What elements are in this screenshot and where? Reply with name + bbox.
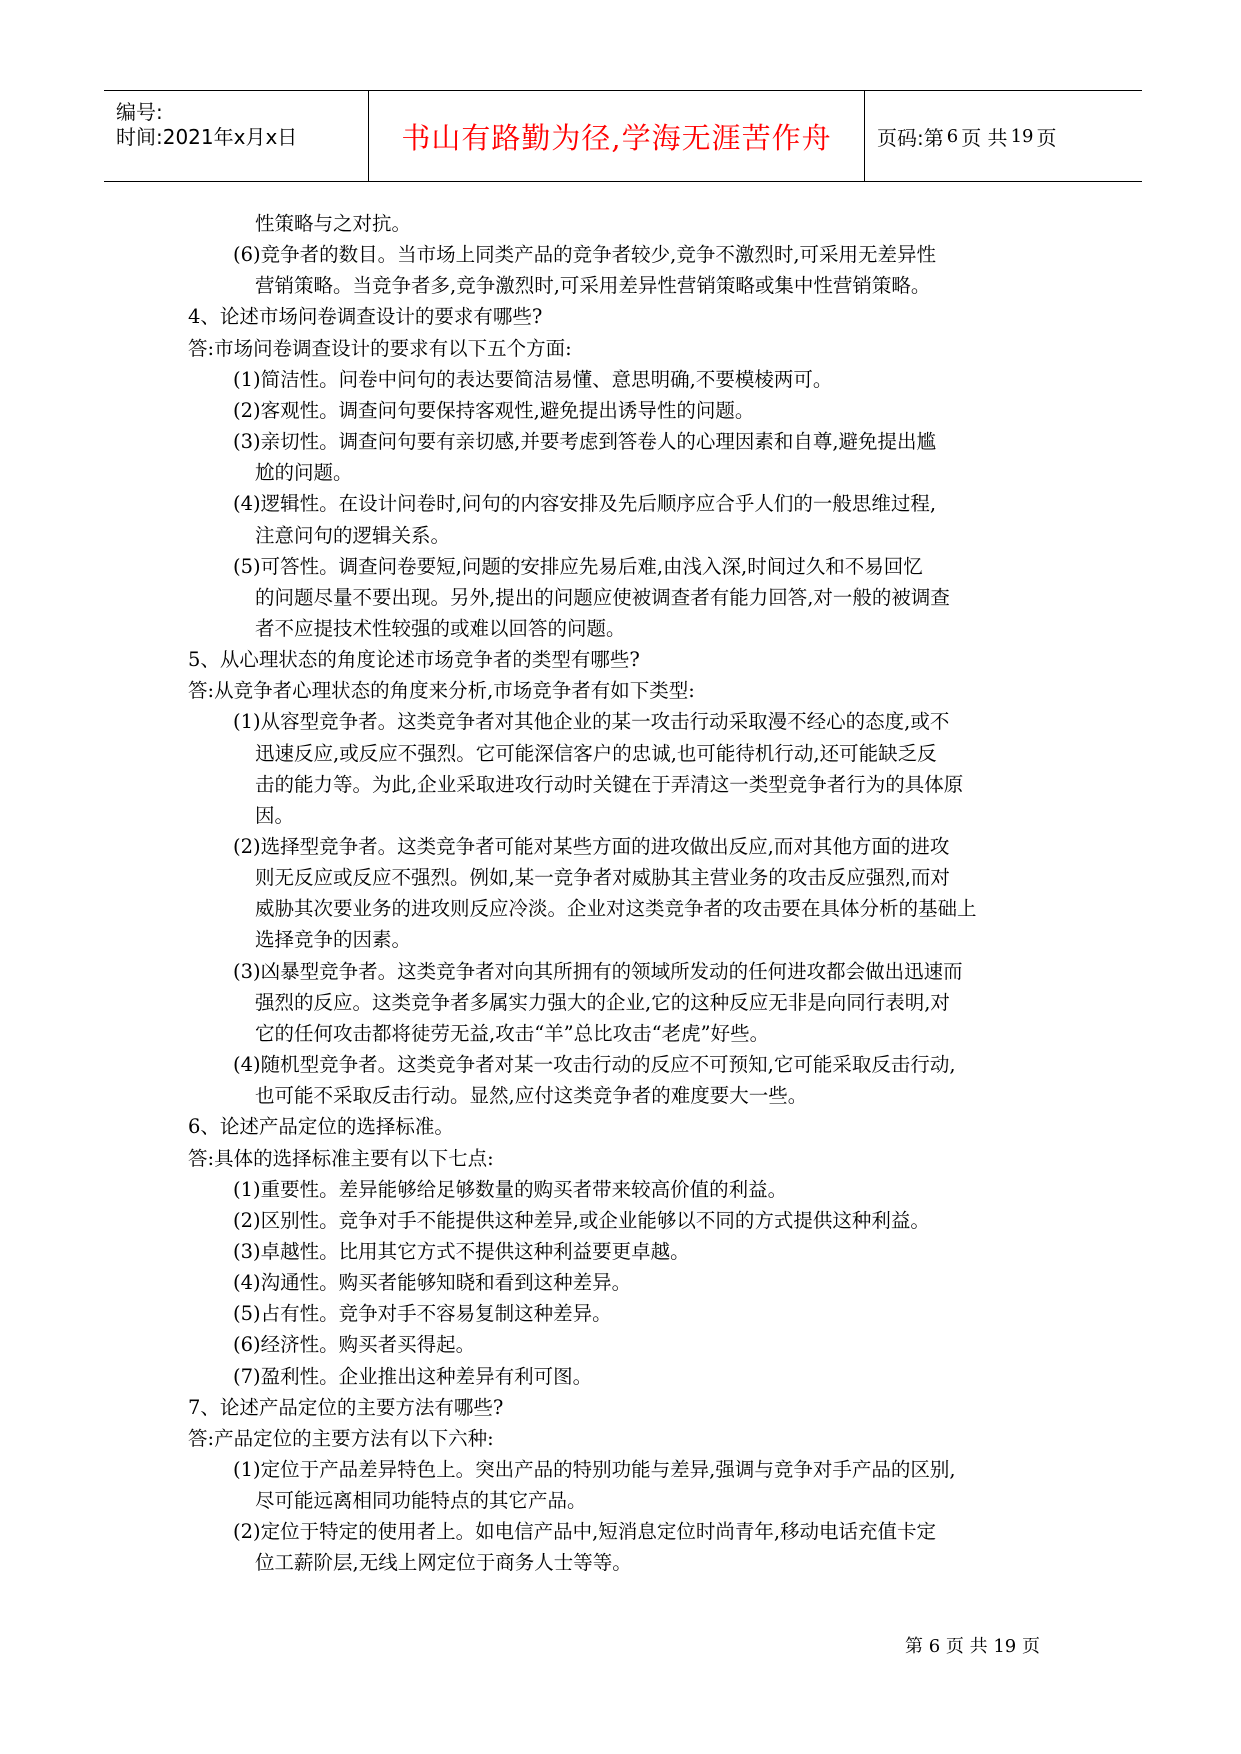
text-line: 迅速反应,或反应不强烈。它可能深信客户的忠诚,也可能待机行动,还可能缺乏反 xyxy=(255,741,937,765)
text-line: 营销策略。当竞争者多,竞争激烈时,可采用差异性营销策略或集中性营销策略。 xyxy=(255,274,931,298)
text-line: 威胁其次要业务的进攻则反应冷淡。企业对这类竞争者的攻击要在具体分析的基础上 xyxy=(255,897,977,921)
text-line: (2)定位于特定的使用者上。如电信产品中,短消息定位时尚青年,移动电话充值卡定 xyxy=(233,1520,937,1544)
text-line: 6、论述产品定位的选择标准。 xyxy=(188,1115,454,1139)
text-line: (5)可答性。调查问卷要短,问题的安排应先易后难,由浅入深,时间过久和不易回忆 xyxy=(233,554,923,578)
text-line: 因。 xyxy=(255,803,295,827)
header-left-cell xyxy=(104,91,369,181)
text-line: (6)竞争者的数目。当市场上同类产品的竞争者较少,竞争不激烈时,可采用无差异性 xyxy=(233,243,937,267)
text-line: (1)定位于产品差异特色上。突出产品的特别功能与差异,强调与竞争对手产品的区别, xyxy=(233,1458,956,1481)
text-line: 则无反应或反应不强烈。例如,某一竞争者对威胁其主营业务的攻击反应强烈,而对 xyxy=(255,866,950,890)
text-line: 注意问句的逻辑关系。 xyxy=(255,523,451,547)
text-line: (3)凶暴型竞争者。这类竞争者对向其所拥有的领域所发动的任何进攻都会做出迅速而 xyxy=(233,959,963,983)
text-line: (1)简洁性。问卷中问句的表达要简洁易懂、意思明确,不要模棱两可。 xyxy=(233,367,833,391)
text-line: (5)占有性。竞争对手不容易复制这种差异。 xyxy=(233,1302,612,1326)
page-mid: 页 共 xyxy=(961,125,1008,150)
page-footer: 第 6 页 共 19 页 xyxy=(905,1636,1040,1657)
text-line: 答:产品定位的主要方法有以下六种: xyxy=(188,1426,494,1450)
text-line: 它的任何攻击都将徒劳无益,攻击“羊”总比攻击“老虎”好些。 xyxy=(255,1021,770,1045)
text-line: (3)卓越性。比用其它方式不提供这种利益要更卓越。 xyxy=(233,1239,690,1263)
motto: 书山有路勤为径,学海无涯苦作舟 xyxy=(401,120,832,155)
page-suffix: 页 xyxy=(1036,125,1057,150)
text-line: 5、从心理状态的角度论述市场竞争者的类型有哪些? xyxy=(188,648,640,672)
text-line: (1)从容型竞争者。这类竞争者对其他企业的某一攻击行动采取漫不经心的态度,或不 xyxy=(233,710,950,734)
text-line: 4、论述市场问卷调查设计的要求有哪些? xyxy=(188,305,543,329)
text-line: 强烈的反应。这类竞争者多属实力强大的企业,它的这种反应无非是向同行表明,对 xyxy=(255,990,950,1014)
number-label: 编号: xyxy=(116,100,163,124)
text-line: (2)区别性。竞争对手不能提供这种差异,或企业能够以不同的方式提供这种利益。 xyxy=(233,1208,930,1232)
text-line: 尽可能远离相同功能特点的其它产品。 xyxy=(255,1489,587,1513)
text-line: 7、论述产品定位的主要方法有哪些? xyxy=(188,1395,504,1419)
page-header xyxy=(104,90,1142,182)
header-motto-cell xyxy=(369,91,865,181)
text-line: (4)逻辑性。在设计问卷时,问句的内容安排及先后顺序应合乎人们的一般思维过程, xyxy=(233,492,937,516)
text-line: (7)盈利性。企业推出这种差异有利可图。 xyxy=(233,1364,593,1388)
header-page-cell xyxy=(865,91,1142,181)
text-line: (6)经济性。购买者买得起。 xyxy=(233,1333,476,1357)
text-line: (4)随机型竞争者。这类竞争者对某一攻击行动的反应不可预知,它可能采取反击行动, xyxy=(233,1053,956,1077)
page-prefix: 页码:第 xyxy=(877,125,944,150)
text-line: 的问题尽量不要出现。另外,提出的问题应使被调查者有能力回答,对一般的被调查 xyxy=(255,585,950,609)
page-total: 19 xyxy=(1010,125,1034,147)
text-line: (2)客观性。调查问句要保持客观性,避免提出诱导性的问题。 xyxy=(233,398,755,422)
text-line: 性策略与之对抗。 xyxy=(255,212,412,235)
text-line: (1)重要性。差异能够给足够数量的购买者带来较高价值的利益。 xyxy=(233,1177,788,1201)
text-line: (3)亲切性。调查问句要有亲切感,并要考虑到答卷人的心理因素和自尊,避免提出尴 xyxy=(233,430,937,454)
text-line: 位工薪阶层,无线上网定位于商务人士等等。 xyxy=(255,1551,632,1575)
page-number: 6 xyxy=(946,125,959,147)
text-line: 答:市场问卷调查设计的要求有以下五个方面: xyxy=(188,336,572,360)
text-line: 也可能不采取反击行动。显然,应付这类竞争者的难度要大一些。 xyxy=(255,1084,808,1108)
text-line: 选择竞争的因素。 xyxy=(255,928,412,952)
text-line: (2)选择型竞争者。这类竞争者可能对某些方面的进攻做出反应,而对其他方面的进攻 xyxy=(233,835,950,858)
text-line: 答:从竞争者心理状态的角度来分析,市场竞争者有如下类型: xyxy=(188,679,695,703)
text-line: 答:具体的选择标准主要有以下七点: xyxy=(188,1146,494,1170)
text-line: 者不应提技术性较强的或难以回答的问题。 xyxy=(255,616,626,640)
time-label: 时间:2021年x月x日 xyxy=(116,125,298,149)
text-line: 击的能力等。为此,企业采取进攻行动时关键在于弄清这一类型竞争者行为的具体原 xyxy=(255,772,964,796)
text-line: (4)沟通性。购买者能够知晓和看到这种差异。 xyxy=(233,1271,632,1295)
text-line: 尬的问题。 xyxy=(255,461,353,485)
